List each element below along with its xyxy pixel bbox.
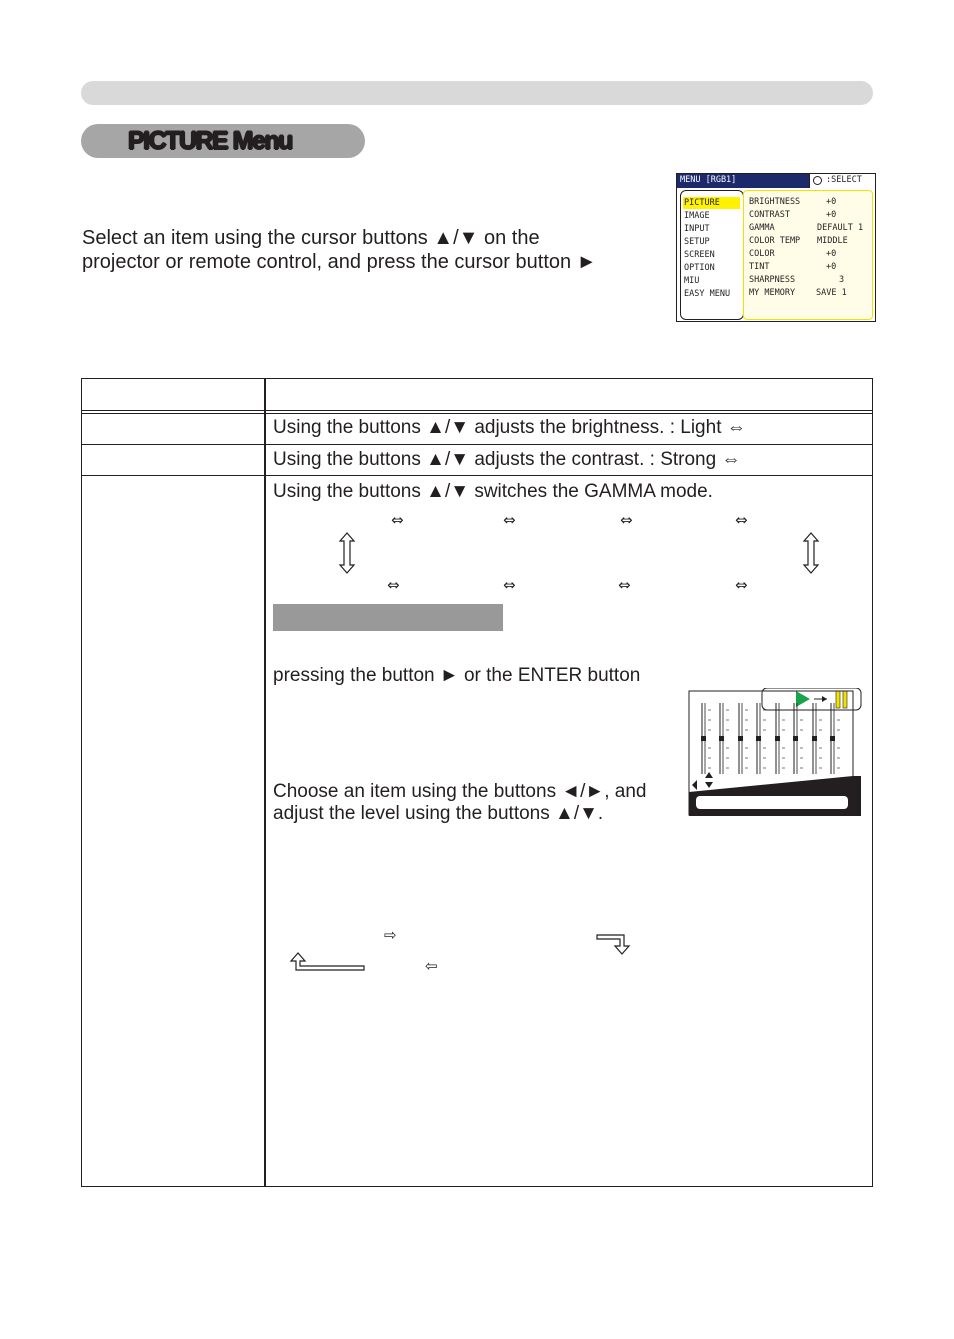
equalizer-sliders-icon — [688, 688, 862, 818]
page-title: PICTURE Menu — [128, 127, 292, 155]
osd-setting-value: +0 — [826, 262, 837, 272]
row-divider — [82, 444, 872, 445]
osd-setting-name: TINT — [749, 262, 770, 272]
contrast-description: Using the buttons ▲/▼ adjusts the contrast. : Strong ⇔ — [273, 449, 741, 470]
row-divider — [82, 475, 872, 476]
osd-setting-value: +0 — [826, 197, 837, 207]
lr-arrow-icon: ⇔ — [387, 576, 400, 594]
left-arrow-icon: ⇦ — [425, 957, 438, 975]
osd-item-miu[interactable]: MIU — [684, 276, 700, 286]
osd-setting-name: MY MEMORY — [749, 288, 796, 298]
dial-icon — [813, 176, 822, 185]
lr-arrow-icon: ⇔ — [735, 576, 748, 594]
osd-header — [677, 174, 875, 188]
intro-line-1: Select an item using the cursor buttons ▲/▼ on the — [82, 227, 540, 249]
osd-setting-value: DEFAULT 1 — [817, 223, 864, 233]
osd-menu-list — [680, 190, 744, 320]
osd-select-label: :SELECT — [826, 175, 862, 185]
choose-item-instruction-1: Choose an item using the buttons ◄/►, and — [273, 781, 647, 802]
osd-setting-value: +0 — [826, 210, 837, 220]
osd-setting-name: COLOR TEMP — [749, 236, 801, 246]
lr-arrow-icon: ⇔ — [618, 576, 631, 594]
osd-item-image[interactable]: IMAGE — [684, 211, 710, 221]
osd-item-easy-menu[interactable]: EASY MENU — [684, 289, 731, 299]
osd-setting-value: SAVE 1 — [816, 288, 847, 298]
osd-setting-value: +0 — [826, 249, 837, 259]
osd-setting-name: BRIGHTNESS — [749, 197, 801, 207]
osd-item-input[interactable]: INPUT — [684, 224, 710, 234]
intro-line-2: projector or remote control, and press the cursor button ► — [82, 251, 597, 273]
osd-header-title: MENU [RGB1] — [680, 175, 737, 185]
osd-settings-panel — [743, 190, 873, 320]
osd-setting-name: COLOR — [749, 249, 775, 259]
ud-arrow-icon — [338, 532, 356, 574]
press-enter-instruction: pressing the button ► or the ENTER button — [273, 665, 641, 686]
choose-item-instruction-2: adjust the level using the buttons ▲/▼. — [273, 803, 604, 824]
osd-setting-name: CONTRAST — [749, 210, 790, 220]
brightness-description: Using the buttons ▲/▼ adjusts the brightness. : Light ⇔ — [273, 417, 746, 438]
osd-item-option[interactable]: OPTION — [684, 263, 715, 273]
lr-arrow-icon: ⇔ — [503, 576, 516, 594]
return-down-arrow-icon — [596, 933, 634, 955]
row-divider — [82, 413, 872, 414]
osd-item-screen[interactable]: SCREEN — [684, 250, 715, 260]
osd-setting-name: SHARPNESS — [749, 275, 796, 285]
lr-arrow-icon: ⇔ — [503, 511, 516, 529]
column-divider — [264, 379, 266, 1186]
right-arrow-icon: ⇨ — [384, 926, 397, 944]
osd-select-hint — [809, 174, 875, 188]
osd-item-picture[interactable]: PICTURE — [683, 197, 740, 209]
row-divider — [82, 410, 872, 411]
header-bar — [81, 81, 873, 105]
lr-arrow-icon: ⇔ — [735, 511, 748, 529]
osd-setting-value: MIDDLE — [817, 236, 848, 246]
gamma-description: Using the buttons ▲/▼ switches the GAMMA mode. — [273, 481, 713, 502]
ud-arrow-icon — [802, 532, 820, 574]
gray-highlight-bar — [273, 604, 503, 631]
lr-arrow-icon: ⇔ — [391, 511, 404, 529]
return-up-arrow-icon — [289, 952, 365, 972]
lr-arrow-icon: ⇔ — [620, 511, 633, 529]
osd-menu — [676, 173, 876, 322]
osd-item-setup[interactable]: SETUP — [684, 237, 710, 247]
osd-setting-value: 3 — [839, 275, 845, 285]
gamma-equalizer-graphic — [688, 688, 862, 818]
osd-setting-name: GAMMA — [749, 223, 775, 233]
